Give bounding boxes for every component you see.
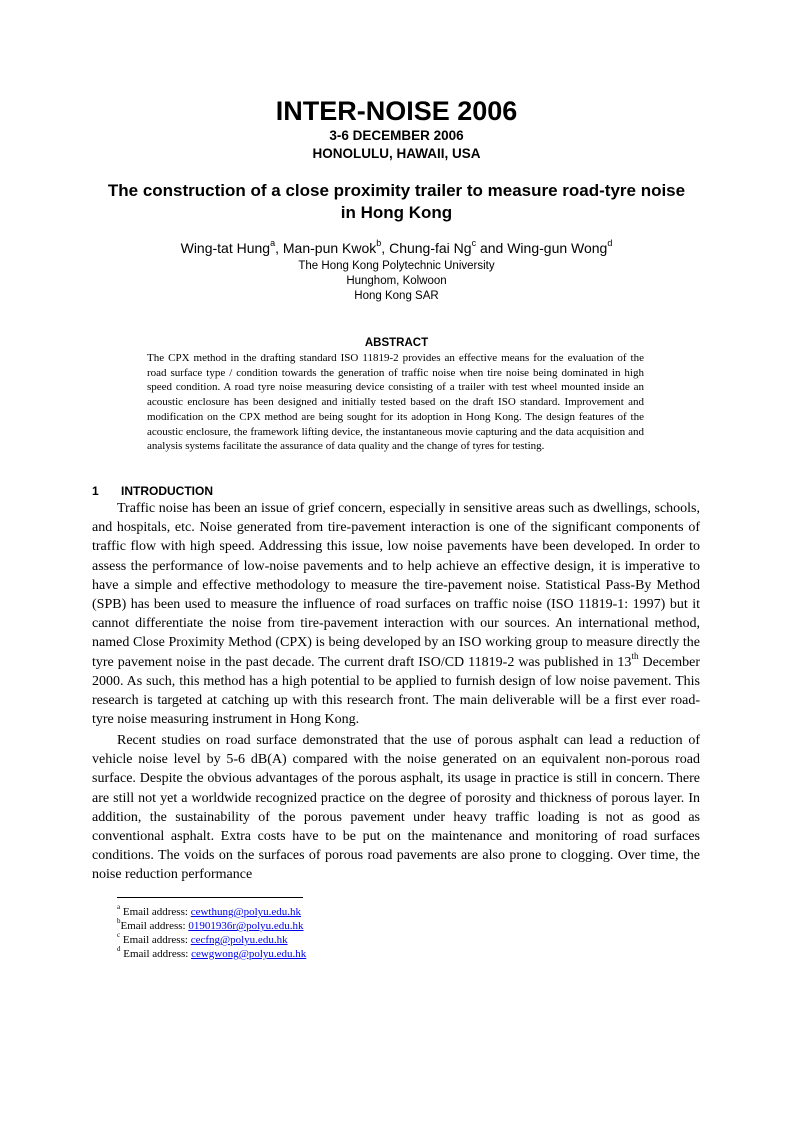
ordinal-superscript: th — [631, 650, 639, 661]
footnote-item — [117, 905, 306, 919]
email-link[interactable]: cewgwong@polyu.edu.hk — [191, 948, 307, 960]
email-link[interactable]: cecfng@polyu.edu.hk — [190, 934, 288, 946]
footnote-label: Email address: — [122, 934, 191, 946]
affiliation-university: The Hong Kong Polytechnic University — [298, 260, 495, 272]
conference-dates: 3-6 DECEMBER 2006 — [329, 128, 464, 143]
affiliation-region: Hong Kong SAR — [354, 290, 439, 302]
author-name: Wing-tat Hung — [180, 240, 271, 256]
affiliation-district: Hunghom, Kolwoon — [346, 275, 447, 287]
author-list — [0, 239, 793, 257]
section-number: 1 — [92, 484, 99, 498]
author-mark: a — [270, 238, 276, 249]
conference-location: HONOLULU, HAWAII, USA — [312, 146, 481, 161]
author-mark: d — [607, 238, 613, 249]
email-link[interactable]: 01901936r@polyu.edu.hk — [188, 920, 304, 932]
footnote-mark: d — [117, 945, 121, 954]
footnote-list — [117, 905, 306, 961]
paper-title: The construction of a close proximity trailer to measure road-tyre noise in Hong Kong — [107, 181, 686, 222]
introduction-paragraph-1 — [92, 499, 700, 729]
footnote-mark: a — [117, 903, 121, 912]
paragraph-text: December 2000. As such, this method has a high potential to be applied to furnish design of low noise pavement. This research is targeted at catching up with this research front. The main deliverable will be a first ever road-tyre noise measuring instrument in Hong Kong. — [92, 654, 700, 728]
footnote-label: Email address: — [120, 920, 189, 932]
author-separator: and — [476, 240, 508, 256]
author-mark: c — [471, 238, 477, 249]
footnote-mark: c — [117, 931, 121, 940]
footnote-label: Email address: — [123, 948, 192, 960]
footnote-item — [117, 919, 306, 933]
conference-title: INTER-NOISE 2006 — [275, 96, 518, 126]
abstract-heading: ABSTRACT — [364, 337, 429, 349]
author-separator: , — [381, 240, 390, 256]
footnote-item — [117, 947, 306, 961]
author-name: Man-pun Kwok — [282, 240, 377, 256]
author-mark: b — [376, 238, 382, 249]
footnote-label: Email address: — [122, 906, 191, 918]
footnote-item — [117, 933, 306, 947]
footnote-divider — [117, 897, 303, 898]
author-name: Wing-gun Wong — [507, 240, 608, 256]
author-name: Chung-fai Ng — [389, 240, 472, 256]
email-link[interactable]: cewthung@polyu.edu.hk — [190, 906, 302, 918]
introduction-paragraph-2: Recent studies on road surface demonstrated that the use of porous asphalt can lead a reduction of vehicle noise level by 5-6 dB(A) compared with the noise generated on an equivalent non-porous road surface. Despite the obvious advantages of the porous asphalt, its usage in practice is still in concern. There are still not yet a worldwide recognized practice on the degree of porosity and thickness of porous layer. In addition, the sustainability of the porous pavement under heavy traffic loading is not as good as conventional asphalt. Extra costs have to be put on the maintenance and monitoring of road surfaces conditions. The voids on the surfaces of porous road pavements are also prone to clogging. Over time, the noise reduction performance — [92, 733, 700, 883]
section-title: INTRODUCTION — [121, 484, 213, 498]
abstract-text: The CPX method in the drafting standard ISO 11819-2 provides an effective means for the evaluation of the road surface type / condition towards the generation of traffic noise when tire noise being dominated in high speed condition. A road tyre noise measuring device consisting of a trailer with test wheel mounted inside an acoustic enclosure has been designed and initially tested based on the draft ISO standard. Improvement and modification on the CPX method are being sought for its adoption in Hong Kong. The design features of the acoustic enclosure, the framework lifting device, the instantaneous movie capturing and the data acquisition and analysis systems facilitate the assurance of data quality and the change of tyres for testing. — [147, 352, 644, 453]
paragraph-text: Traffic noise has been an issue of grief concern, especially in sensitive areas such as dwellings, schools, and hospitals, etc. Noise generated from tire-pavement interaction is one of the significant components of traffic flow with high speed. Addressing this issue, low noise pavements have been developed. In order to assess the performance of low-noise pavements and to help achieve an effective design, it is imperative to have a simple and effective methodology to measure the tire-pavement noise. Statistical Pass-By Method (SPB) has been used to measure the influence of road surfaces on traffic noise (ISO 11819-1: 1997) but it cannot differentiate the noise from tire-pavement interaction with our sources. An international method, named Close Proximity Method (CPX) is being developed by an ISO working group to measure directly the tyre pavement noise in the past decade. The current draft ISO/CD 11819-2 was published in 13 — [92, 501, 700, 670]
author-separator: , — [275, 240, 283, 256]
footnote-mark: b — [117, 917, 121, 926]
section-heading-introduction — [92, 484, 213, 498]
